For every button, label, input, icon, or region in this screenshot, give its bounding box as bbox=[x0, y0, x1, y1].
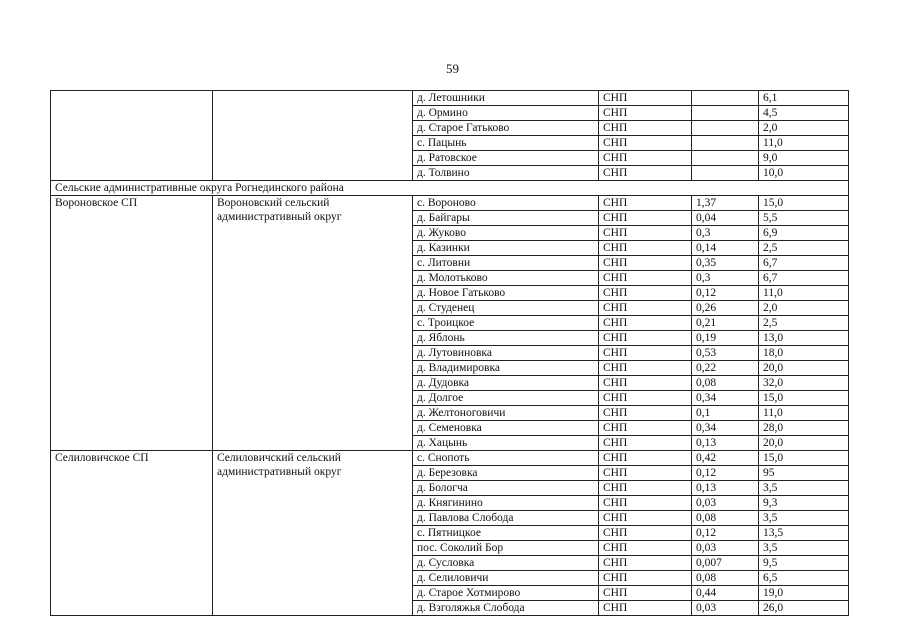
table-row bbox=[51, 451, 849, 466]
area-cell: 0,03 bbox=[692, 541, 759, 556]
type-cell: СНП bbox=[599, 346, 692, 361]
settlement-cell: д. Новое Гатьково bbox=[413, 286, 599, 301]
distance-cell: 6,7 bbox=[759, 271, 849, 286]
settlement-cell: д. Яблонь bbox=[413, 331, 599, 346]
type-cell: СНП bbox=[599, 241, 692, 256]
type-cell: СНП bbox=[599, 526, 692, 541]
okrug-name-cell: Селиловичский сельский административный округ bbox=[213, 451, 413, 616]
type-cell: СНП bbox=[599, 331, 692, 346]
settlement-cell: д. Желтоноговичи bbox=[413, 406, 599, 421]
settlement-cell: д. Старое Хотмирово bbox=[413, 586, 599, 601]
settlement-cell: с. Пятницкое bbox=[413, 526, 599, 541]
area-cell: 0,34 bbox=[692, 421, 759, 436]
distance-cell: 15,0 bbox=[759, 451, 849, 466]
distance-cell: 2,5 bbox=[759, 241, 849, 256]
area-cell: 0,1 bbox=[692, 406, 759, 421]
distance-cell: 20,0 bbox=[759, 361, 849, 376]
empty-sp-cell bbox=[51, 91, 213, 181]
area-cell: 0,21 bbox=[692, 316, 759, 331]
settlement-cell: д. Толвино bbox=[413, 166, 599, 181]
area-cell bbox=[692, 106, 759, 121]
settlement-cell: д. Владимировка bbox=[413, 361, 599, 376]
area-cell bbox=[692, 121, 759, 136]
area-cell: 0,08 bbox=[692, 376, 759, 391]
distance-cell: 3,5 bbox=[759, 541, 849, 556]
area-cell bbox=[692, 166, 759, 181]
distance-cell: 20,0 bbox=[759, 436, 849, 451]
distance-cell: 6,9 bbox=[759, 226, 849, 241]
settlement-cell: д. Ормино bbox=[413, 106, 599, 121]
settlement-cell: д. Березовка bbox=[413, 466, 599, 481]
area-cell: 0,04 bbox=[692, 211, 759, 226]
type-cell: СНП bbox=[599, 361, 692, 376]
section-title: Сельские административные округа Рогнединского района bbox=[51, 181, 849, 196]
settlement-cell: д. Лутовиновка bbox=[413, 346, 599, 361]
type-cell: СНП bbox=[599, 421, 692, 436]
table-row bbox=[51, 196, 849, 211]
area-cell: 0,03 bbox=[692, 496, 759, 511]
type-cell: СНП bbox=[599, 91, 692, 106]
area-cell: 0,3 bbox=[692, 226, 759, 241]
area-cell: 0,12 bbox=[692, 466, 759, 481]
distance-cell: 11,0 bbox=[759, 406, 849, 421]
area-cell: 0,12 bbox=[692, 286, 759, 301]
settlement-cell: д. Жуково bbox=[413, 226, 599, 241]
sp-name-cell: Вороновское СП bbox=[51, 196, 213, 451]
settlement-cell: д. Студенец bbox=[413, 301, 599, 316]
settlement-cell: д. Семеновка bbox=[413, 421, 599, 436]
settlement-cell: д. Дудовка bbox=[413, 376, 599, 391]
distance-cell: 32,0 bbox=[759, 376, 849, 391]
distance-cell: 15,0 bbox=[759, 196, 849, 211]
distance-cell: 10,0 bbox=[759, 166, 849, 181]
area-cell: 0,35 bbox=[692, 256, 759, 271]
area-cell: 0,26 bbox=[692, 301, 759, 316]
type-cell: СНП bbox=[599, 436, 692, 451]
area-cell: 0,53 bbox=[692, 346, 759, 361]
distance-cell: 15,0 bbox=[759, 391, 849, 406]
settlement-cell: д. Казинки bbox=[413, 241, 599, 256]
type-cell: СНП bbox=[599, 601, 692, 616]
area-cell: 0,13 bbox=[692, 481, 759, 496]
area-cell: 0,08 bbox=[692, 571, 759, 586]
settlement-cell: д. Взголяжья Слобода bbox=[413, 601, 599, 616]
type-cell: СНП bbox=[599, 151, 692, 166]
okrug-name-cell: Вороновский сельский административный округ bbox=[213, 196, 413, 451]
type-cell: СНП bbox=[599, 211, 692, 226]
distance-cell: 13,0 bbox=[759, 331, 849, 346]
distance-cell: 11,0 bbox=[759, 286, 849, 301]
type-cell: СНП bbox=[599, 496, 692, 511]
area-cell: 0,44 bbox=[692, 586, 759, 601]
distance-cell: 19,0 bbox=[759, 586, 849, 601]
type-cell: СНП bbox=[599, 301, 692, 316]
sp-name-cell: Селиловичское СП bbox=[51, 451, 213, 616]
distance-cell: 6,7 bbox=[759, 256, 849, 271]
type-cell: СНП bbox=[599, 121, 692, 136]
type-cell: СНП bbox=[599, 541, 692, 556]
distance-cell: 3,5 bbox=[759, 481, 849, 496]
distance-cell: 9,5 bbox=[759, 556, 849, 571]
type-cell: СНП bbox=[599, 106, 692, 121]
distance-cell: 2,0 bbox=[759, 121, 849, 136]
area-cell bbox=[692, 91, 759, 106]
type-cell: СНП bbox=[599, 196, 692, 211]
distance-cell: 6,5 bbox=[759, 571, 849, 586]
area-cell: 0,19 bbox=[692, 331, 759, 346]
settlements-table bbox=[50, 90, 849, 616]
distance-cell: 26,0 bbox=[759, 601, 849, 616]
settlement-cell: д. Молотьково bbox=[413, 271, 599, 286]
distance-cell: 28,0 bbox=[759, 421, 849, 436]
distance-cell: 18,0 bbox=[759, 346, 849, 361]
type-cell: СНП bbox=[599, 571, 692, 586]
settlement-cell: д. Княгинино bbox=[413, 496, 599, 511]
section-row bbox=[51, 181, 849, 196]
distance-cell: 9,0 bbox=[759, 151, 849, 166]
area-cell: 0,03 bbox=[692, 601, 759, 616]
type-cell: СНП bbox=[599, 136, 692, 151]
settlement-cell: с. Пацынь bbox=[413, 136, 599, 151]
type-cell: СНП bbox=[599, 511, 692, 526]
type-cell: СНП bbox=[599, 166, 692, 181]
distance-cell: 2,5 bbox=[759, 316, 849, 331]
settlement-cell: д. Бологча bbox=[413, 481, 599, 496]
type-cell: СНП bbox=[599, 586, 692, 601]
type-cell: СНП bbox=[599, 376, 692, 391]
area-cell: 0,22 bbox=[692, 361, 759, 376]
type-cell: СНП bbox=[599, 256, 692, 271]
settlement-cell: д. Сусловка bbox=[413, 556, 599, 571]
area-cell: 0,14 bbox=[692, 241, 759, 256]
area-cell: 0,08 bbox=[692, 511, 759, 526]
settlement-cell: д. Ратовское bbox=[413, 151, 599, 166]
area-cell: 0,007 bbox=[692, 556, 759, 571]
type-cell: СНП bbox=[599, 451, 692, 466]
settlement-cell: д. Байгары bbox=[413, 211, 599, 226]
area-cell: 0,3 bbox=[692, 271, 759, 286]
type-cell: СНП bbox=[599, 466, 692, 481]
type-cell: СНП bbox=[599, 271, 692, 286]
table-row bbox=[51, 91, 849, 106]
distance-cell: 95 bbox=[759, 466, 849, 481]
distance-cell: 6,1 bbox=[759, 91, 849, 106]
empty-okrug-cell bbox=[213, 91, 413, 181]
type-cell: СНП bbox=[599, 226, 692, 241]
settlement-cell: с. Вороново bbox=[413, 196, 599, 211]
settlement-cell: д. Хацынь bbox=[413, 436, 599, 451]
distance-cell: 2,0 bbox=[759, 301, 849, 316]
type-cell: СНП bbox=[599, 481, 692, 496]
type-cell: СНП bbox=[599, 556, 692, 571]
settlement-cell: д. Павлова Слобода bbox=[413, 511, 599, 526]
settlement-cell: д. Долгое bbox=[413, 391, 599, 406]
settlement-cell: д. Селиловичи bbox=[413, 571, 599, 586]
page-number: 59 bbox=[446, 61, 459, 76]
type-cell: СНП bbox=[599, 391, 692, 406]
distance-cell: 13,5 bbox=[759, 526, 849, 541]
settlement-cell: пос. Соколий Бор bbox=[413, 541, 599, 556]
area-cell: 0,34 bbox=[692, 391, 759, 406]
settlement-cell: с. Снопоть bbox=[413, 451, 599, 466]
area-cell: 0,12 bbox=[692, 526, 759, 541]
settlement-cell: с. Литовни bbox=[413, 256, 599, 271]
type-cell: СНП bbox=[599, 316, 692, 331]
type-cell: СНП bbox=[599, 286, 692, 301]
settlement-cell: д. Старое Гатьково bbox=[413, 121, 599, 136]
area-cell bbox=[692, 151, 759, 166]
area-cell bbox=[692, 136, 759, 151]
settlement-cell: д. Летошники bbox=[413, 91, 599, 106]
area-cell: 0,13 bbox=[692, 436, 759, 451]
type-cell: СНП bbox=[599, 406, 692, 421]
distance-cell: 9,3 bbox=[759, 496, 849, 511]
distance-cell: 5,5 bbox=[759, 211, 849, 226]
settlement-cell: с. Троицкое bbox=[413, 316, 599, 331]
distance-cell: 4,5 bbox=[759, 106, 849, 121]
area-cell: 0,42 bbox=[692, 451, 759, 466]
area-cell: 1,37 bbox=[692, 196, 759, 211]
distance-cell: 3,5 bbox=[759, 511, 849, 526]
distance-cell: 11,0 bbox=[759, 136, 849, 151]
